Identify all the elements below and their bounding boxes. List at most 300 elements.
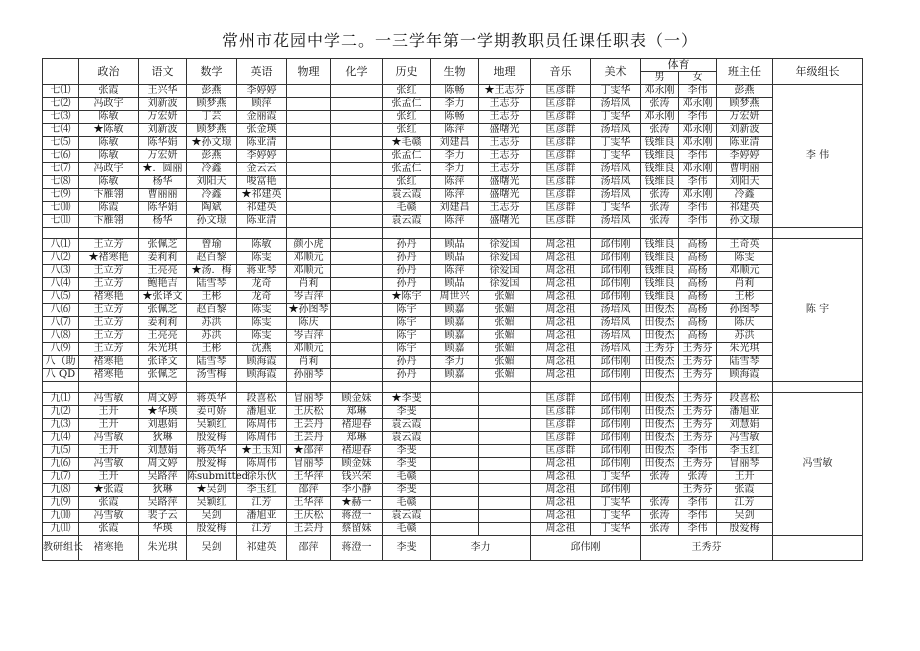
spacer-cell (717, 228, 773, 239)
teacher-cell: 殷爱梅 (187, 523, 237, 536)
teacher-cell: 王志芬 (479, 202, 531, 215)
teacher-cell: 陈萍 (431, 189, 479, 202)
teacher-cell: 顾嘉 (431, 304, 479, 317)
class-label: 八⑸ (43, 291, 79, 304)
class-label: 八 QD (43, 369, 79, 382)
teacher-cell: 汤培凤 (591, 343, 641, 356)
grade-leader: 陈 宇 (773, 239, 863, 382)
teacher-cell: 张霞 (79, 497, 139, 510)
teacher-cell: 曹明丽 (717, 163, 773, 176)
teacher-cell (641, 484, 679, 497)
teacher-cell: 钱维良 (641, 239, 679, 252)
teacher-cell (431, 497, 479, 510)
teacher-cell: 鲍艳吉 (139, 278, 187, 291)
teacher-cell: 张译文 (139, 356, 187, 369)
teacher-cell: 匡彦群 (531, 445, 591, 458)
teacher-cell: 王芸丹 (287, 523, 331, 536)
teacher-cell: 高杨 (679, 304, 717, 317)
teacher-cell: 吴剑 (187, 510, 237, 523)
class-label: 八⑺ (43, 317, 79, 330)
table-row (43, 304, 863, 317)
table-row (43, 343, 863, 356)
teacher-cell: 陈雯 (237, 317, 287, 330)
teacher-cell: 李伟 (679, 111, 717, 124)
teacher-cell: 张佩芝 (139, 369, 187, 382)
teacher-cell: 肖莉 (287, 278, 331, 291)
class-label: 九⑴ (43, 393, 79, 406)
teacher-cell: 陆雪琴 (717, 356, 773, 369)
class-label: 九⑹ (43, 458, 79, 471)
teacher-cell: 陈萍 (431, 265, 479, 278)
class-label: 八⑷ (43, 278, 79, 291)
teacher-cell: 陈宇 (383, 304, 431, 317)
teacher-cell: 高杨 (679, 265, 717, 278)
teacher-cell: 李伟 (679, 215, 717, 228)
class-label: 八⑼ (43, 343, 79, 356)
spacer-cell (187, 382, 237, 393)
teacher-cell: 陈周伟 (237, 432, 287, 445)
teacher-cell: 陈亚清 (237, 215, 287, 228)
teacher-cell: ★张译文 (139, 291, 187, 304)
teacher-cell: 龙奇 (237, 291, 287, 304)
teacher-cell: 李伟 (679, 176, 717, 189)
teacher-cell: 顾海霞 (237, 369, 287, 382)
teacher-cell: 陈华娟 (139, 137, 187, 150)
header-subject: 语文 (139, 59, 187, 85)
teacher-cell: 邱伟刚 (591, 445, 641, 458)
teacher-cell: 李伟 (679, 523, 717, 536)
teacher-cell: 张红 (383, 176, 431, 189)
teacher-cell: 狄琳 (139, 432, 187, 445)
teacher-cell: 卞雁翎 (79, 189, 139, 202)
research-cell: 李斐 (383, 536, 431, 561)
teacher-cell: 冯雪敏 (79, 432, 139, 445)
teacher-cell: 王秀芬 (641, 343, 679, 356)
teacher-cell: 邱伟刚 (591, 356, 641, 369)
teacher-cell: 刘新波 (139, 124, 187, 137)
teacher-cell: 蒋澄一 (331, 510, 383, 523)
teacher-cell: 张媚 (479, 369, 531, 382)
table-row (43, 137, 863, 150)
header-grade-leader: 年级组长 (773, 59, 863, 85)
header-subject: 音乐 (531, 59, 591, 85)
research-cell: 朱光琪 (139, 536, 187, 561)
teacher-cell: 吴路萍 (139, 497, 187, 510)
teacher-cell (331, 317, 383, 330)
teacher-cell: 王立芳 (79, 278, 139, 291)
teacher-cell (479, 445, 531, 458)
spacer-cell (43, 228, 79, 239)
teacher-cell: 周念祖 (531, 458, 591, 471)
class-label: 九⑼ (43, 497, 79, 510)
class-label: 八⑶ (43, 265, 79, 278)
teacher-cell: 陈submitted (187, 471, 249, 482)
teacher-cell: 苏洪 (187, 317, 237, 330)
class-label: 九⑷ (43, 432, 79, 445)
teacher-cell: 匡彦群 (531, 98, 591, 111)
teacher-cell: 吴颖红 (187, 419, 237, 432)
teacher-cell: 李伟 (679, 445, 717, 458)
teacher-cell (331, 265, 383, 278)
class-label: 九⑵ (43, 406, 79, 419)
table-row (43, 458, 863, 471)
table-row (43, 98, 863, 111)
teacher-cell: 陈雯 (237, 252, 287, 265)
teacher-cell: 王志芬 (479, 111, 531, 124)
class-label: 七⑵ (43, 98, 79, 111)
teacher-cell (431, 471, 479, 484)
staff-assignment-table (42, 58, 863, 561)
teacher-cell: 孙丹 (383, 369, 431, 382)
research-label: 教研组长 (43, 536, 79, 561)
teacher-cell: 陈敏 (79, 111, 139, 124)
spacer-cell (479, 228, 531, 239)
teacher-cell: 陈周伟 (237, 419, 287, 432)
teacher-cell: 顾嘉 (431, 330, 479, 343)
teacher-cell: 王芸丹 (287, 419, 331, 432)
teacher-cell: 郑琳 (331, 432, 383, 445)
teacher-cell: 周念祖 (531, 497, 591, 510)
teacher-cell: 潘旭亚 (237, 406, 287, 419)
teacher-cell: 钱兴荣 (331, 471, 383, 484)
teacher-cell: 汤培凤 (591, 189, 641, 202)
teacher-cell: 张涛 (641, 189, 679, 202)
teacher-cell: 蔡留妹 (331, 523, 383, 536)
class-label: 九⑻ (43, 484, 79, 497)
teacher-cell: 王彬 (187, 291, 237, 304)
teacher-cell: 王秀芬 (679, 484, 717, 497)
teacher-cell: 顾嘉 (431, 343, 479, 356)
teacher-cell (479, 432, 531, 445)
teacher-cell: 田俊杰 (641, 356, 679, 369)
teacher-cell: 陶斌 (187, 202, 237, 215)
teacher-cell: 吴颖红 (187, 497, 237, 510)
teacher-cell: 张佩芝 (139, 304, 187, 317)
teacher-cell: 冒丽琴 (287, 393, 331, 406)
grade-leader: 李 伟 (773, 85, 863, 228)
teacher-cell: 王芸丹 (287, 432, 331, 445)
teacher-cell: 孙丹 (383, 252, 431, 265)
teacher-cell: ★陈宇 (383, 291, 431, 304)
teacher-cell: 汤培凤 (591, 98, 641, 111)
teacher-cell: 王彬 (717, 291, 773, 304)
teacher-cell: 王志芬 (479, 137, 531, 150)
spacer-cell (531, 228, 591, 239)
teacher-cell: 周世兴 (431, 291, 479, 304)
teacher-cell: 曹丽丽 (139, 189, 187, 202)
teacher-cell: 彭燕 (187, 150, 237, 163)
teacher-cell: 顾嘉 (431, 317, 479, 330)
teacher-cell: 周念祖 (531, 304, 591, 317)
teacher-cell: 匡彦群 (531, 189, 591, 202)
teacher-cell: 孙文璟 (187, 215, 237, 228)
teacher-cell: 王立芳 (79, 304, 139, 317)
spacer-cell (591, 382, 641, 393)
teacher-cell: 邓顺元 (287, 252, 331, 265)
teacher-cell (331, 252, 383, 265)
table-row (43, 317, 863, 330)
teacher-cell: 王庆松 (287, 406, 331, 419)
teacher-cell: 邱伟刚 (591, 278, 641, 291)
spacer-cell (139, 382, 187, 393)
teacher-cell: 陈庆 (717, 317, 773, 330)
teacher-cell: 李斐 (383, 445, 431, 458)
teacher-cell: 龙奇 (237, 278, 287, 291)
spacer-cell (431, 228, 479, 239)
teacher-cell (287, 111, 331, 124)
teacher-cell: 徐爱国 (479, 278, 531, 291)
header-pe-female: 女 (679, 72, 717, 85)
teacher-cell: 段喜松 (237, 393, 287, 406)
teacher-cell: 匡彦群 (531, 137, 591, 150)
class-label: 八⑹ (43, 304, 79, 317)
teacher-cell: 冷鑫 (717, 189, 773, 202)
teacher-cell (431, 419, 479, 432)
table-row (43, 215, 863, 228)
teacher-cell: 祁建英 (717, 202, 773, 215)
spacer-cell (331, 228, 383, 239)
teacher-cell: 王秀芬 (679, 432, 717, 445)
teacher-cell (479, 419, 531, 432)
teacher-cell: 王开 (79, 419, 139, 432)
teacher-cell: 王秀芬 (679, 356, 717, 369)
teacher-cell: 邵萍 (287, 484, 331, 497)
teacher-cell: 王秀芬 (679, 406, 717, 419)
research-cell: 王秀芬 (641, 536, 773, 561)
teacher-cell: 陈萍 (431, 215, 479, 228)
teacher-cell: 周念祖 (531, 317, 591, 330)
spacer-cell (187, 228, 237, 239)
teacher-cell: 王兴华 (139, 85, 187, 98)
spacer-cell (79, 228, 139, 239)
class-label: 七⑸ (43, 137, 79, 150)
teacher-cell: 田俊杰 (641, 330, 679, 343)
teacher-cell: 徐爱国 (479, 239, 531, 252)
teacher-cell: 孙丽琴 (287, 369, 331, 382)
teacher-cell: 肖莉 (717, 278, 773, 291)
teacher-cell: 毛赣 (383, 497, 431, 510)
teacher-cell (331, 202, 383, 215)
teacher-cell: 王立芳 (79, 239, 139, 252)
teacher-cell: 朱光琪 (139, 343, 187, 356)
teacher-cell: 李婷婷 (717, 150, 773, 163)
teacher-cell: 高杨 (679, 239, 717, 252)
teacher-cell: 潘旭亚 (717, 406, 773, 419)
teacher-cell: 陈敏 (79, 150, 139, 163)
teacher-cell: 顾晶 (431, 239, 479, 252)
teacher-cell (287, 176, 331, 189)
teacher-cell: 张涛 (679, 471, 717, 484)
teacher-cell: 冒丽琴 (287, 458, 331, 471)
teacher-cell: 王亮亮 (139, 330, 187, 343)
teacher-cell (431, 484, 479, 497)
teacher-cell: 孙丹 (383, 239, 431, 252)
teacher-cell: 王志芬 (479, 98, 531, 111)
teacher-cell: 周念祖 (531, 510, 591, 523)
teacher-cell: 刘新波 (139, 98, 187, 111)
teacher-cell: 钱维良 (641, 150, 679, 163)
teacher-cell: 张媚 (479, 304, 531, 317)
teacher-cell: 段喜松 (717, 393, 773, 406)
header-subject: 美术 (591, 59, 641, 85)
teacher-cell: 徐爱国 (479, 265, 531, 278)
teacher-cell: 朱光琪 (717, 343, 773, 356)
teacher-cell: 刘阳天 (717, 176, 773, 189)
teacher-cell: ★孙图琴 (288, 304, 329, 315)
table-row (43, 419, 863, 432)
table-row (43, 406, 863, 419)
teacher-cell: ★毛赣 (383, 137, 431, 150)
teacher-cell: 邓顺元 (717, 265, 773, 278)
teacher-cell: 万宏妍 (717, 111, 773, 124)
table-row (43, 111, 863, 124)
teacher-cell: 李玉红 (717, 445, 773, 458)
teacher-cell: 王秀芬 (679, 419, 717, 432)
teacher-cell: 孙丹 (383, 356, 431, 369)
table-row (43, 484, 863, 497)
teacher-cell (331, 111, 383, 124)
teacher-cell (287, 189, 331, 202)
teacher-cell: 江芳 (717, 497, 773, 510)
teacher-cell (287, 163, 331, 176)
header-subject: 生物 (431, 59, 479, 85)
teacher-cell: ★王志芬 (479, 85, 531, 98)
teacher-cell (331, 98, 383, 111)
teacher-cell: 陈畅 (431, 85, 479, 98)
teacher-cell: 邱伟刚 (591, 419, 641, 432)
teacher-cell: 高杨 (679, 278, 717, 291)
teacher-cell: 李斐 (383, 458, 431, 471)
teacher-cell: 陈周伟 (237, 458, 287, 471)
spacer-cell (431, 382, 479, 393)
teacher-cell: 褚迎春 (331, 445, 383, 458)
teacher-cell: 李斐 (383, 406, 431, 419)
teacher-cell: 顾金妹 (331, 458, 383, 471)
teacher-cell: 张媚 (479, 330, 531, 343)
teacher-cell: 赵百黎 (187, 252, 237, 265)
teacher-cell: 周念祖 (531, 265, 591, 278)
teacher-cell: 邱伟刚 (591, 484, 641, 497)
teacher-cell: 田俊杰 (641, 458, 679, 471)
teacher-cell: 匡彦群 (531, 202, 591, 215)
spacer-cell (383, 228, 431, 239)
teacher-cell: 张霞 (717, 484, 773, 497)
teacher-cell: 匡彦群 (531, 432, 591, 445)
teacher-cell: 田俊杰 (641, 419, 679, 432)
teacher-cell (331, 163, 383, 176)
spacer-cell (383, 382, 431, 393)
teacher-cell: 匡彦群 (531, 124, 591, 137)
teacher-cell: 陈敏 (237, 239, 287, 252)
teacher-cell: 王华萍 (287, 497, 331, 510)
teacher-cell: 汤培凤 (591, 330, 641, 343)
teacher-cell: 丁雯华 (591, 510, 641, 523)
teacher-cell: 钱维良 (641, 291, 679, 304)
table-row (43, 356, 863, 369)
teacher-cell: 卞雁翎 (79, 215, 139, 228)
table-row (43, 291, 863, 304)
teacher-cell: 陈庆 (287, 317, 331, 330)
teacher-cell: 王彬 (187, 343, 237, 356)
teacher-cell (287, 98, 331, 111)
spacer-cell (773, 382, 863, 393)
teacher-cell: 冯雪敏 (79, 458, 139, 471)
teacher-cell: 冯雪敏 (79, 510, 139, 523)
class-label: 七⑷ (43, 124, 79, 137)
teacher-cell: 李玉红 (237, 484, 287, 497)
teacher-cell: 张佩芝 (139, 239, 187, 252)
teacher-cell (331, 343, 383, 356)
teacher-cell: 张红 (383, 111, 431, 124)
spacer-cell (679, 228, 717, 239)
teacher-cell: 颜小虎 (287, 239, 331, 252)
teacher-cell: 苏洪 (717, 330, 773, 343)
spacer-cell (139, 228, 187, 239)
teacher-cell (331, 150, 383, 163)
teacher-cell: 王立芳 (79, 317, 139, 330)
header-pe: 体育 (641, 59, 717, 72)
table-row (43, 445, 863, 458)
teacher-cell: 周念祖 (531, 523, 591, 536)
class-label: 八⑴ (43, 239, 79, 252)
teacher-cell: 邓永刚 (641, 85, 679, 98)
teacher-cell: 陈亚清 (237, 137, 287, 150)
teacher-cell: 陈畅 (431, 111, 479, 124)
teacher-cell (287, 137, 331, 150)
teacher-cell: ★吴剑 (187, 484, 237, 497)
teacher-cell: 周念祖 (531, 484, 591, 497)
teacher-cell (331, 304, 383, 317)
teacher-cell: 袁云霞 (383, 419, 431, 432)
teacher-cell: ★汤．梅 (187, 265, 237, 278)
teacher-cell: 邓顺元 (287, 265, 331, 278)
teacher-cell: 田俊杰 (641, 432, 679, 445)
table-row (43, 393, 863, 406)
header-subject: 历史 (383, 59, 431, 85)
class-label: 九⑺ (43, 471, 79, 484)
class-label: 七⑻ (43, 176, 79, 189)
teacher-cell: 盛曙光 (479, 176, 531, 189)
page-title: 常州市花园中学二。一三学年第一学期教职员任课任职表（一） (221, 31, 698, 50)
teacher-cell: 张涛 (641, 215, 679, 228)
teacher-cell: 唆富艳 (237, 176, 287, 189)
teacher-cell (479, 510, 531, 523)
teacher-cell: 王开 (79, 471, 139, 484)
teacher-cell (431, 523, 479, 536)
teacher-cell: 邱伟刚 (591, 432, 641, 445)
research-cell: 李力 (431, 536, 531, 561)
class-label: 九⑶ (43, 419, 79, 432)
teacher-cell: 邓顺元 (287, 343, 331, 356)
teacher-cell: 陈萍 (431, 176, 479, 189)
teacher-cell: 刘惠娟 (139, 419, 187, 432)
teacher-cell: 王秀芬 (679, 369, 717, 382)
teacher-cell: 殷爱梅 (717, 523, 773, 536)
table-row (43, 85, 863, 98)
research-cell: 邵萍 (287, 536, 331, 561)
teacher-cell: 王奇英 (717, 239, 773, 252)
teacher-cell: 祁建英 (237, 202, 287, 215)
teacher-cell (479, 471, 531, 484)
spacer-cell (591, 228, 641, 239)
teacher-cell: 冒丽琴 (717, 458, 773, 471)
class-label: 八⑵ (43, 252, 79, 265)
teacher-cell: 顾海霞 (717, 369, 773, 382)
teacher-cell: 李伟 (679, 150, 717, 163)
class-label: 七⑺ (43, 163, 79, 176)
teacher-cell: 张媚 (479, 343, 531, 356)
teacher-cell: 邓永刚 (641, 111, 679, 124)
